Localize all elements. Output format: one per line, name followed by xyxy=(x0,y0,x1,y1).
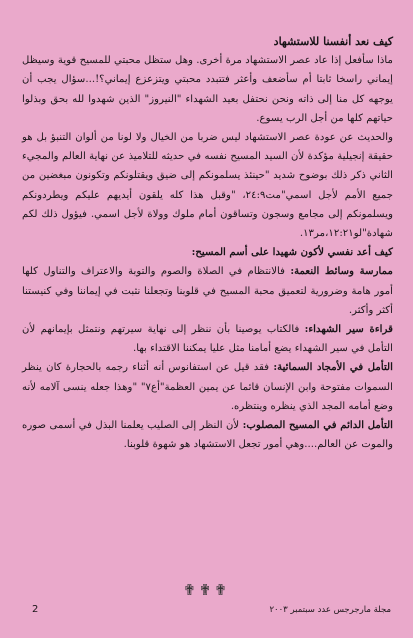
point-grace xyxy=(22,262,393,320)
page-number: 2 xyxy=(32,604,39,615)
point-crucified-text: لأن النظر إلى الصليب يعلمنا البذل في أسمى صوره والموت عن العالم....وهي أمور تجعل الاستشهاد هو شهوة قلوبنا. xyxy=(22,420,393,451)
page-footer xyxy=(22,604,391,620)
paragraph-prophecy: والحديث عن عودة عصر الاستشهاد ليس ضربا من الخيال ولا لونا من ألوان التنبؤ بل هو حقيقة إنجيلية مؤكدة لأن السيد المسيح نفسه في حديثه للتلاميذ عن نهاية العالم والمجيء الثاني ذكر ذلك بوضوح شديد "حينئذ يسلمونكم إلى ضيق ويقتلونكم وتكونون مبغضين من جميع الأمم لأجل اسمي"مت٢٤:٩، "وقبل هذا كله يلقون أيديهم عليكم ويطردونكم ويسلمونكم إلى مجامع وسجون وتساقون أمام ملوك وولاة لأجل اسمي. فيؤول ذلك لكم شهادة"لو١٢:٢١،مر١٣. xyxy=(22,132,393,240)
point-martyrs xyxy=(22,320,393,358)
point-glory-title: التأمل في الأمجاد السمائية: xyxy=(273,361,393,374)
point-grace-text: فالانتظام في الصلاة والصوم والتوبة والاعتراف والتناول كلها أمور هامة وضرورية لتعميق محبة المسيح في قلوبنا وتجعلنا نثبت في إيماننا وفي كنيستنا أكثر وأكثر. xyxy=(22,266,393,316)
magazine-footer: مجلة مارجرجس عدد سبتمبر ٢٠٠٣ xyxy=(269,605,391,615)
point-martyrs-text: فالكتاب يوصينا بأن ننظر إلى نهاية سيرتهم ونتمثل بإيمانهم لأن التأمل في سير الشهداء يضع أمامنا مثل عليا يمكننا الاقتداء بها. xyxy=(22,324,393,355)
paragraph-intro: ماذا سأفعل إذا عاد عصر الاستشهاد مرة أخرى. وهل ستظل محبتي للمسيح قوية وسيظل إيماني راسخا ثابتا أم سأضعف وأعثر فتتبدد محبتي ويتزعزع إيماني؟!...سؤال يجب أن يوجهه كل منا إلى ذاته ونحن نحتفل بعيد الشهداء "النيروز" الذين شهدوا لله بحق وبذلوا حياتهم كلها من أجل الرب يسوع. xyxy=(22,55,393,124)
crosses-ornament: ✟✟✟ xyxy=(183,581,230,599)
section-heading: كيف أعد نفسي لأكون شهيدا على أسم المسيح: xyxy=(191,246,393,259)
article-body xyxy=(22,30,393,454)
point-glory-text: فقد قيل عن استفانوس أنه أثناء رجمه بالحجارة كان ينظر السموات مفتوحة وابن الإنسان قائما عن يمين العظمة"أع٧" "وهذا جعله ينسى آلامه لأنه وضع أمامه المجد الذي ينظره وينتظره. xyxy=(22,362,393,412)
article-title: كيف نعد أنفسنا للاستشهاد xyxy=(273,35,393,48)
point-grace-title: ممارسة وسائط النعمة: xyxy=(290,265,393,278)
point-martyrs-title: قراءة سير الشهداء: xyxy=(304,323,393,336)
point-glory xyxy=(22,358,393,416)
point-crucified xyxy=(22,416,393,454)
point-crucified-title: التأمل الدائم في المسيح المصلوب: xyxy=(242,419,394,432)
